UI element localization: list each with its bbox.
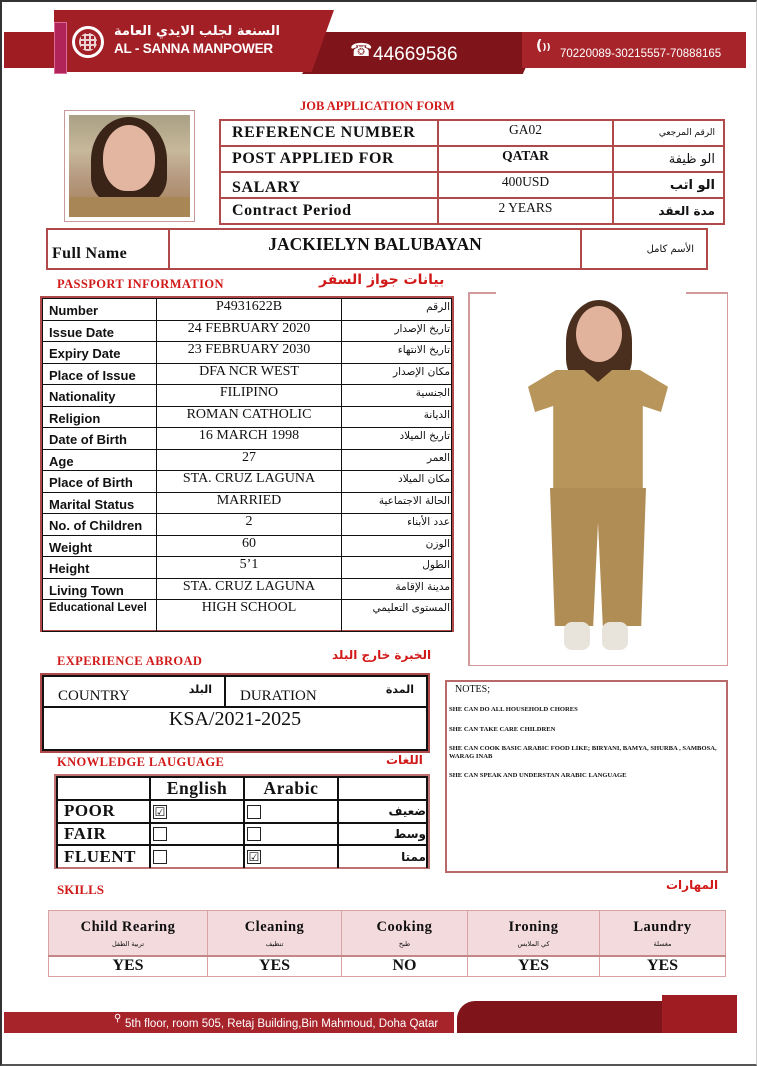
weight-label: Weight — [43, 535, 157, 557]
issue-date-label: Issue Date — [43, 320, 157, 342]
living-town-label: Living Town — [43, 578, 157, 600]
full-name-table — [46, 228, 708, 270]
country-label-arabic: البلد — [188, 683, 212, 696]
level-label: POOR — [57, 800, 150, 823]
skills-section-title: SKILLS — [57, 882, 104, 897]
language-row-fluent — [57, 845, 427, 868]
post-value: QATAR — [438, 146, 613, 172]
height-value: 5’1 — [157, 557, 342, 579]
religion-label-arabic: الديانة — [342, 406, 452, 428]
issue-date-label-arabic: تاريخ الإصدار — [342, 320, 452, 342]
country-header — [43, 676, 225, 707]
skill-name: Child Rearing — [80, 919, 176, 935]
language-corner-cell — [57, 777, 150, 800]
level-label-arabic: ضعيف — [338, 800, 427, 823]
place-of-issue-label-arabic: مكان الإصدار — [342, 363, 452, 385]
expiry-date-label: Expiry Date — [43, 342, 157, 364]
applicant-headshot — [64, 110, 195, 222]
height-label-arabic: الطول — [342, 557, 452, 579]
place-of-birth-label-arabic: مكان الميلاد — [342, 471, 452, 493]
english-poor-checkbox[interactable]: ☑ — [154, 804, 166, 819]
skill-header — [600, 911, 726, 956]
passport-row — [43, 342, 452, 364]
summary-row-salary — [220, 172, 724, 198]
company-name-arabic: السنعة لجلب الايدي العامة — [114, 24, 280, 39]
level-label: FLUENT — [57, 845, 150, 868]
passport-row — [43, 449, 452, 471]
skills-section-title-arabic: المهارات — [666, 878, 719, 892]
education-label-arabic: المستوى التعليمي — [342, 600, 452, 632]
education-value: HIGH SCHOOL — [157, 600, 342, 632]
english-column-header: English — [150, 777, 244, 800]
place-of-issue-label: Place of Issue — [43, 363, 157, 385]
place-of-issue-value: DFA NCR WEST — [157, 363, 342, 385]
passport-row — [43, 600, 452, 632]
post-label: POST APPLIED FOR — [220, 146, 438, 172]
passport-row — [43, 385, 452, 407]
skill-value: YES — [49, 956, 208, 977]
summary-row-contract — [220, 198, 724, 224]
education-label: Educational Level — [43, 600, 157, 632]
language-section-title: KNOWLEDGE LAUGUAGE — [57, 755, 225, 769]
contract-label: Contract Period — [220, 198, 438, 224]
passport-section-title: PASSPORT INFORMATION — [57, 277, 224, 291]
duration-label: DURATION — [240, 688, 317, 704]
language-row-fair — [57, 823, 427, 846]
passport-row — [43, 471, 452, 493]
experience-section-title-arabic: الخبرة خارج البلد — [332, 648, 432, 662]
skill-value: YES — [468, 956, 600, 977]
marital-status-label-arabic: الحالة الاجتماعية — [342, 492, 452, 514]
language-row-poor — [57, 800, 427, 823]
skill-name-arabic: تنظيف — [265, 940, 284, 948]
passport-section-title-arabic: بيانات جواز السفر — [319, 272, 445, 288]
level-label: FAIR — [57, 823, 150, 846]
weight-label-arabic: الوزن — [342, 535, 452, 557]
expiry-date-label-arabic: تاريخ الانتهاء — [342, 342, 452, 364]
passport-row — [43, 428, 452, 450]
notes-title: NOTES; — [455, 684, 490, 695]
full-name-label: Full Name — [47, 229, 169, 269]
skill-header — [468, 911, 600, 956]
children-label: No. of Children — [43, 514, 157, 536]
passport-table — [40, 296, 454, 632]
applicant-full-body-photo — [468, 292, 728, 666]
english-fluent-checkbox[interactable] — [153, 850, 167, 864]
skill-name-arabic: تربية الطفل — [111, 940, 145, 948]
skill-value: NO — [342, 956, 468, 977]
globe-logo-icon — [72, 26, 104, 58]
arabic-poor-checkbox[interactable] — [247, 805, 261, 819]
note-item: SHE CAN SPEAK AND UNDERSTAN ARABIC LANGUAGE — [449, 772, 627, 780]
skill-header — [342, 911, 468, 956]
english-fair-checkbox[interactable] — [153, 827, 167, 841]
arabic-fluent-checkbox[interactable]: ☑ — [248, 850, 260, 865]
summary-table — [219, 119, 725, 225]
expiry-date-value: 23 FEBRUARY 2030 — [157, 342, 342, 364]
passport-row — [43, 492, 452, 514]
reference-label-arabic: الرقم المرجعي — [613, 120, 724, 146]
company-name: AL - SANNA MANPOWER — [114, 41, 273, 56]
salary-value: 400USD — [438, 172, 613, 198]
passport-row — [43, 557, 452, 579]
skill-name-arabic: كي الملابس — [517, 940, 550, 948]
religion-value: ROMAN CATHOLIC — [157, 406, 342, 428]
passport-row — [43, 535, 452, 557]
reference-value: GA02 — [438, 120, 613, 146]
duration-label-arabic: المدة — [385, 683, 414, 696]
arabic-column-header: Arabic — [244, 777, 338, 800]
skill-name: Cooking — [376, 919, 433, 935]
passport-number-label-arabic: الرقم — [342, 299, 452, 321]
passport-row — [43, 406, 452, 428]
skill-value: YES — [208, 956, 342, 977]
nationality-value: FILIPINO — [157, 385, 342, 407]
notes-box — [445, 680, 728, 873]
summary-row-post — [220, 146, 724, 172]
note-item: SHE CAN TAKE CARE CHILDREN — [449, 725, 556, 733]
passport-row — [43, 578, 452, 600]
nationality-label-arabic: الجنسية — [342, 385, 452, 407]
experience-table — [40, 673, 430, 753]
skill-name: Ironing — [508, 919, 559, 935]
skill-header — [49, 911, 208, 956]
skill-name-arabic: طبخ — [398, 940, 411, 948]
passport-row — [43, 514, 452, 536]
level-label-arabic: وسط — [338, 823, 427, 846]
living-town-value: STA. CRUZ LAGUNA — [157, 578, 342, 600]
level-label-arabic: ممتا — [338, 845, 427, 868]
passport-row — [43, 320, 452, 342]
children-value: 2 — [157, 514, 342, 536]
place-of-birth-label: Place of Birth — [43, 471, 157, 493]
skill-name-arabic: مغسلة — [653, 940, 672, 948]
full-name-label-arabic: الأسم كامل — [581, 229, 707, 269]
marital-status-value: MARRIED — [157, 492, 342, 514]
issue-date-value: 24 FEBRUARY 2020 — [157, 320, 342, 342]
full-name-value: JACKIELYN BALUBAYAN — [169, 229, 581, 269]
nationality-label: Nationality — [43, 385, 157, 407]
skill-value: YES — [600, 956, 726, 977]
passport-row — [43, 363, 452, 385]
footer-address: 5th floor, room 505, Retaj Building,Bin Mahmoud, Doha Qatar — [125, 1018, 439, 1030]
age-value: 27 — [157, 449, 342, 471]
date-of-birth-label-arabic: تاريخ الميلاد — [342, 428, 452, 450]
age-label-arabic: العمر — [342, 449, 452, 471]
mobile-phone-icon: ()) — [536, 38, 551, 54]
language-table — [54, 774, 430, 869]
contract-label-arabic: مدة العقد — [613, 198, 724, 224]
telephone-icon: ☎ — [350, 40, 373, 60]
height-label: Height — [43, 557, 157, 579]
passport-row — [43, 299, 452, 321]
salary-label: SALARY — [220, 172, 438, 198]
duration-header — [225, 676, 427, 707]
map-pin-icon: ⚲ — [114, 1013, 122, 1024]
skill-name: Cleaning — [244, 919, 305, 935]
experience-value: KSA/2021-2025 — [43, 707, 427, 750]
note-item: SHE CAN DO ALL HOUSEHOLD CHORES — [449, 706, 578, 713]
skills-table — [48, 910, 726, 977]
header-accent-bar — [54, 22, 67, 74]
reference-label: REFERENCE NUMBER — [220, 120, 438, 146]
contract-value: 2 YEARS — [438, 198, 613, 224]
note-item: SHE CAN COOK BASIC ARABIC FOOD LIKE; BIRYANI, BAMYA, SHURBA , SAMBOSA, WARAG INAB — [449, 745, 717, 760]
salary-label-arabic: الو اتب — [613, 172, 724, 198]
summary-row-reference — [220, 120, 724, 146]
phone-number: 44669586 — [373, 44, 458, 65]
arabic-fair-checkbox[interactable] — [247, 827, 261, 841]
footer-band-right — [662, 995, 737, 1033]
place-of-birth-value: STA. CRUZ LAGUNA — [157, 471, 342, 493]
skill-name: Laundry — [633, 919, 692, 935]
marital-status-label: Marital Status — [43, 492, 157, 514]
footer-band-dark — [457, 1001, 662, 1033]
post-label-arabic: الو ظيفة — [613, 146, 724, 172]
country-label: COUNTRY — [58, 688, 130, 704]
date-of-birth-label: Date of Birth — [43, 428, 157, 450]
experience-section-title: EXPERIENCE ABROAD — [57, 654, 203, 668]
age-label: Age — [43, 449, 157, 471]
weight-value: 60 — [157, 535, 342, 557]
language-section-title-arabic: اللغات — [386, 753, 423, 767]
form-title: JOB APPLICATION FORM — [300, 99, 455, 113]
date-of-birth-value: 16 MARCH 1998 — [157, 428, 342, 450]
skill-header — [208, 911, 342, 956]
passport-number-value: P4931622B — [157, 299, 342, 321]
religion-label: Religion — [43, 406, 157, 428]
living-town-label-arabic: مدينة الإقامة — [342, 578, 452, 600]
mobile-numbers: 70220089-30215557-70888165 — [560, 48, 722, 60]
children-label-arabic: عدد الأبناء — [342, 514, 452, 536]
passport-number-label: Number — [43, 299, 157, 321]
